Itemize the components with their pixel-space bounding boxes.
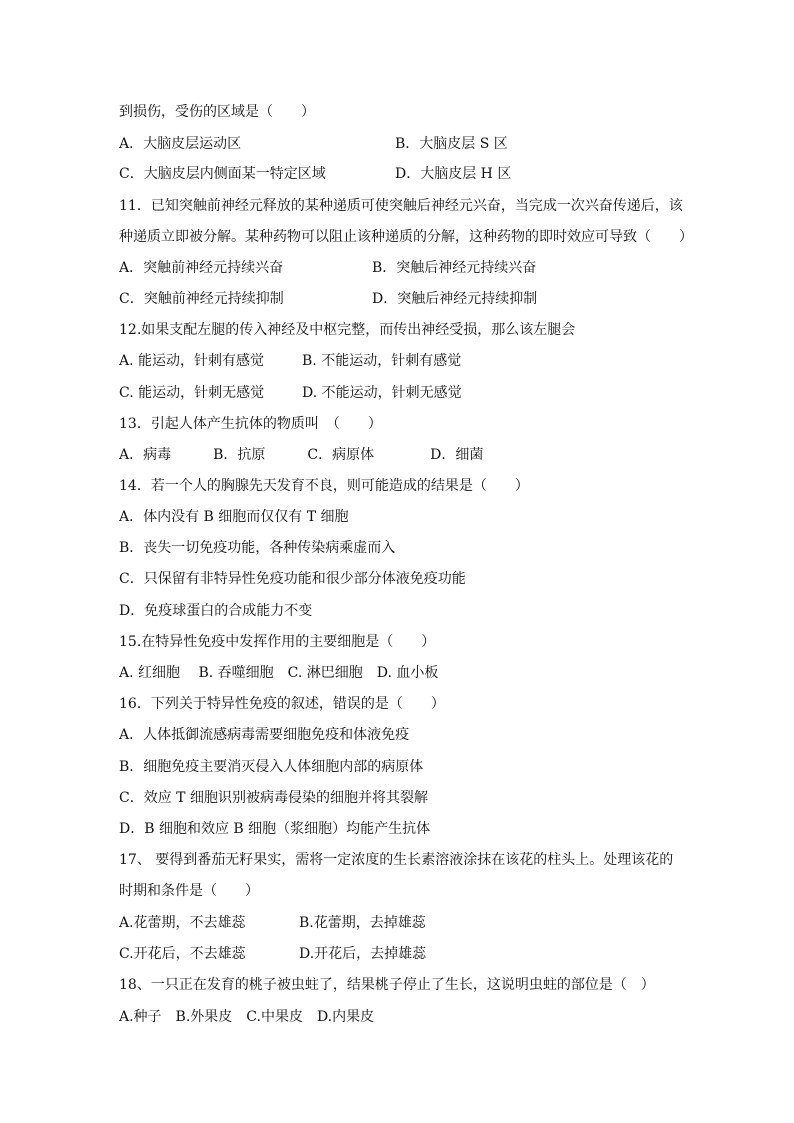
- q17-option-a: A.花蕾期，不去雄蕊: [119, 915, 246, 931]
- q17-option-b: B.花蕾期，去掉雄蕊: [299, 915, 426, 931]
- q16-option-c: C．效应 T 细胞识别被病毒侵染的细胞并将其裂解: [119, 790, 428, 806]
- q14-option-a: A．体内没有 B 细胞而仅仅有 T 细胞: [119, 509, 349, 525]
- q17-option-c: C.开花后，不去雄蕊: [119, 946, 246, 962]
- q12-option-a: A. 能运动，针刺有感觉: [119, 353, 265, 369]
- q14-stem: 14．若一个人的胸腺先天发育不良，则可能造成的结果是（ ）: [119, 478, 529, 494]
- q13-stem: 13．引起人体产生抗体的物质叫 （ ）: [119, 416, 382, 432]
- q11-stem-line-2: 种递质立即被分解。某种药物可以阻止该种递质的分解，这种药物的即时效应可导致（ ）: [119, 229, 693, 245]
- q18-stem: 18、一只正在发育的桃子被虫蛀了，结果桃子停止了生长，这说明虫蛀的部位是（ ）: [119, 977, 655, 993]
- q17-stem-line-1: 17、 要得到番茄无籽果实，需将一定浓度的生长素溶液涂抹在该花的柱头上。处理该花的: [119, 852, 674, 868]
- q17-stem-line-2: 时期和条件是（ ）: [119, 883, 259, 899]
- q10-option-d: D．大脑皮层 H 区: [395, 166, 512, 182]
- q15-options: A. 红细胞 B. 吞噬细胞 C. 淋巴细胞 D. 血小板: [119, 665, 439, 681]
- q16-option-d: D．B 细胞和效应 B 细胞（浆细胞）均能产生抗体: [119, 821, 431, 837]
- q11-option-d: D．突触后神经元持续抑制: [372, 291, 538, 307]
- q11-option-b: B．突触后神经元持续兴奋: [372, 260, 537, 276]
- q14-option-d: D．免疫球蛋白的合成能力不变: [119, 603, 313, 619]
- q15-stem: 15.在特异性免疫中发挥作用的主要细胞是（ ）: [119, 634, 436, 650]
- q13-options: A．病毒 B．抗原 C．病原体 D．细菌: [119, 447, 484, 463]
- q10-option-c: C．大脑皮层内侧面某一特定区域: [119, 166, 326, 182]
- q12-option-d: D. 不能运动，针刺无感觉: [302, 385, 462, 401]
- q16-option-b: B．细胞免疫主要消灭侵入人体细胞内部的病原体: [119, 759, 424, 775]
- q10-option-b: B．大脑皮层 S 区: [395, 136, 508, 152]
- q18-options: A.种子 B.外果皮 C.中果皮 D.内果皮: [119, 1009, 375, 1025]
- q17-option-d: D.开花后，去掉雄蕊: [299, 946, 427, 962]
- q11-option-a: A．突触前神经元持续兴奋: [119, 260, 284, 276]
- q12-option-c: C. 能运动，针刺无感觉: [119, 385, 265, 401]
- q16-stem: 16．下列关于特异性免疫的叙述，错误的是（ ）: [119, 696, 445, 712]
- q11-option-c: C．突触前神经元持续抑制: [119, 291, 284, 307]
- q10-stem-continuation: 到损伤，受伤的区域是（ ）: [119, 104, 315, 120]
- q11-stem-line-1: 11．已知突触前神经元释放的某种递质可使突触后神经元兴奋，当完成一次兴奋传递后，该: [119, 198, 683, 214]
- q12-option-b: B. 不能运动，针刺有感觉: [302, 353, 462, 369]
- q10-option-a: A．大脑皮层运动区: [119, 136, 242, 152]
- q12-stem: 12.如果支配左腿的传入神经及中枢完整，而传出神经受损，那么该左腿会: [119, 322, 576, 338]
- q16-option-a: A．人体抵御流感病毒需要细胞免疫和体液免疫: [119, 727, 410, 743]
- q14-option-b: B．丧失一切免疫功能，各种传染病乘虚而入: [119, 540, 396, 556]
- q14-option-c: C．只保留有非特异性免疫功能和很少部分体液免疫功能: [119, 571, 466, 587]
